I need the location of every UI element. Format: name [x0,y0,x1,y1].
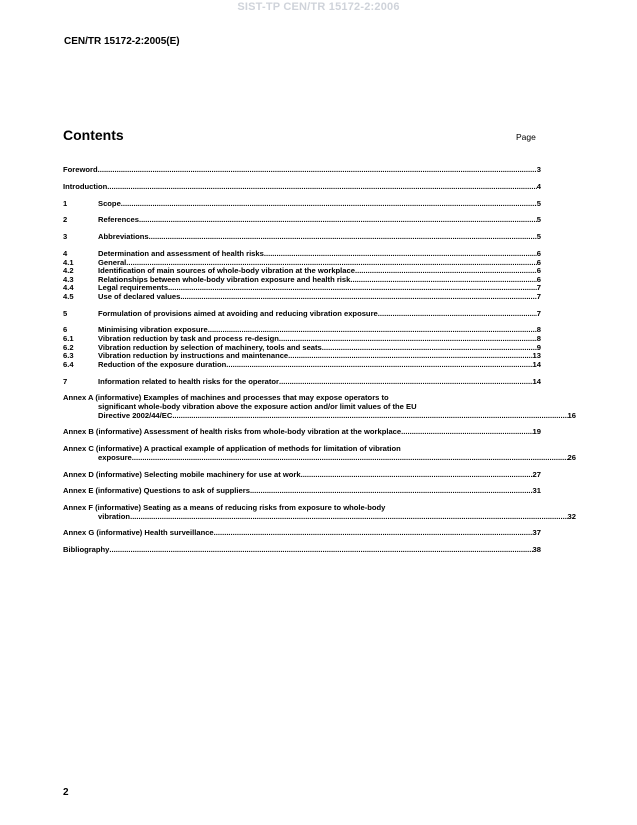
document-id: CEN/TR 15172-2:2005(E) [64,36,180,47]
toc-text: Bibliography [63,545,110,555]
toc-entry-annex-b[interactable] [63,428,541,437]
toc-text: Annex G (informative) Health surveillance [63,528,214,538]
toc-entry-health-risks[interactable] [63,250,541,259]
toc-page: 7 [536,283,541,293]
toc-page: 31 [532,486,541,496]
toc-page: 38 [532,545,541,555]
toc-page: 5 [536,198,541,208]
toc-page: 6 [536,266,541,276]
toc-entry-provisions[interactable] [63,310,541,319]
toc-page: 19 [532,427,541,437]
toc-leader [132,454,568,463]
toc-leader [355,267,537,276]
toc-text: Annex B (informative) Assessment of health risks from whole-body vibration at the workplace [63,427,402,437]
toc-text: General [98,257,127,267]
toc-text: vibration [98,511,131,521]
toc-page: 7 [536,291,541,301]
toc-text: Annex F (informative) Seating as a means of reducing risks from exposure to whole-body [63,503,386,513]
toc-page: 6 [536,274,541,284]
toc-text: References [98,215,139,225]
toc-number: 4.5 [63,291,74,301]
toc-text: Scope [98,198,121,208]
toc-entry-abbreviations[interactable] [63,233,541,242]
toc-entry-annex-f[interactable] [63,503,576,521]
toc-leader [279,378,533,387]
toc-page: 4 [536,181,541,191]
toc-number: 6.3 [63,351,74,361]
toc-page: 37 [532,528,541,538]
toc-page: 13 [532,351,541,361]
toc-entry-information[interactable] [63,378,541,387]
toc-page: 6 [536,248,541,258]
toc-text: Minimising vibration exposure [98,325,208,335]
toc-leader [226,361,532,370]
toc-leader [98,166,537,175]
toc-entry-annex-g[interactable] [63,529,541,538]
toc-text: Vibration reduction by instructions and maintenance [98,351,289,361]
toc-number: 6.4 [63,359,74,369]
toc-text: Information related to health risks for the operator [98,376,280,386]
toc-entry-foreword[interactable] [63,166,541,175]
toc-page: 32 [567,511,576,521]
toc-number: 4.3 [63,274,74,284]
toc-leader [301,471,533,480]
toc-text: Identification of main sources of whole-body vibration at the workplace [98,266,355,276]
toc-page: 7 [536,308,541,318]
toc-number: 2 [63,215,68,225]
toc-entry-references[interactable] [63,216,541,225]
page-number: 2 [63,787,69,798]
toc-leader [214,529,533,538]
toc-text: Annex E (informative) Questions to ask of suppliers [63,486,250,496]
toc-leader [139,216,537,225]
toc-text: exposure [98,452,132,462]
toc-page: 8 [536,325,541,335]
toc-entry-scope[interactable] [63,200,541,209]
toc-text: Introduction [63,181,108,191]
toc-entry-declared-values[interactable] [63,293,541,302]
watermark: SIST-TP CEN/TR 15172-2:2006 [237,1,400,13]
toc-text: significant whole-body vibration above the exposure action and/or limit values of the EU [98,401,417,411]
toc-text: Relationships between whole-body vibration exposure and health risk [98,274,351,284]
toc-leader [250,487,533,496]
toc-entry-bibliography[interactable] [63,546,541,555]
toc-leader [322,344,537,353]
toc-leader [350,276,536,285]
table-of-contents [63,165,576,555]
toc-text: Abbreviations [98,232,149,242]
toc-leader [288,352,532,361]
toc-number: 6.2 [63,342,74,352]
toc-text: Annex A (informative) Examples of machines and processes that may expose operators to [63,393,389,403]
toc-number: 3 [63,232,68,242]
toc-leader [107,183,536,192]
toc-leader [180,293,536,302]
toc-page: 5 [536,215,541,225]
toc-leader [121,200,537,209]
toc-number: 1 [63,198,68,208]
toc-text: Foreword [63,165,98,174]
toc-page: 5 [536,232,541,242]
toc-leader [378,310,537,319]
toc-page: 14 [532,359,541,369]
toc-entry-annex-c[interactable] [63,444,576,462]
toc-page: 8 [536,334,541,344]
toc-page: 3 [536,165,541,174]
toc-entry-introduction[interactable] [63,183,541,192]
toc-number: 4.1 [63,257,74,267]
toc-page: 6 [536,257,541,267]
toc-number: 4.4 [63,283,74,293]
toc-leader [149,233,537,242]
toc-entry-exposure-duration[interactable] [63,361,541,370]
toc-number: 4 [63,248,68,258]
toc-page: 16 [567,410,576,420]
toc-leader [168,284,537,293]
toc-number: 6 [63,325,68,335]
toc-entry-annex-e[interactable] [63,487,541,496]
toc-number: 7 [63,376,68,386]
page-column-label: Page [516,132,536,142]
toc-text: Formulation of provisions aimed at avoiding and reducing vibration exposure [98,308,378,318]
toc-leader [130,513,567,522]
toc-leader [109,546,532,555]
toc-entry-annex-a[interactable] [63,393,576,420]
toc-text: Directive 2002/44/EC [98,410,173,420]
toc-entry-annex-d[interactable] [63,471,541,480]
toc-leader [264,250,537,259]
toc-leader [172,412,567,421]
toc-text: Use of declared values [98,291,181,301]
toc-text: Annex C (informative) A practical example of application of methods for limitation of vibration [63,444,401,454]
toc-number: 4.2 [63,266,74,276]
toc-number: 6.1 [63,334,74,344]
toc-text: Determination and assessment of health risks [98,248,264,258]
toc-leader [401,428,532,437]
toc-text: Annex D (informative) Selecting mobile machinery for use at work [63,469,301,479]
toc-page: 9 [536,342,541,352]
toc-page: 27 [532,469,541,479]
toc-text: Legal requirements [98,283,169,293]
toc-text: Vibration reduction by selection of machinery, tools and seats [98,342,322,352]
toc-number: 5 [63,308,68,318]
toc-text: Reduction of the exposure duration [98,359,227,369]
toc-page: 26 [567,452,576,462]
toc-text: Vibration reduction by task and process re-design [98,334,279,344]
toc-page: 14 [532,376,541,386]
contents-title: Contents [63,127,124,143]
